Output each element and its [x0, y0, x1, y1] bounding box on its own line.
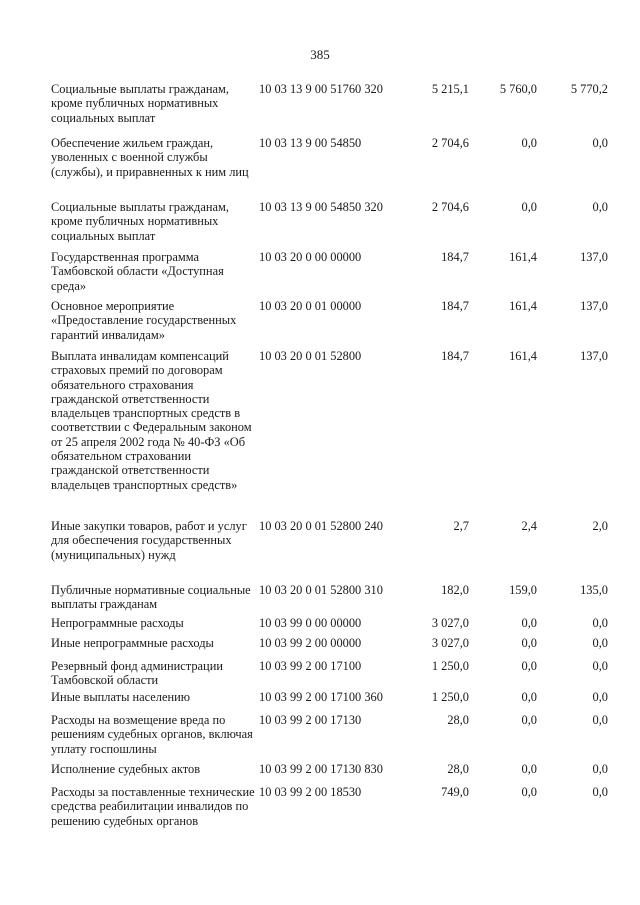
table-row — [0, 785, 640, 849]
table-row — [0, 250, 640, 299]
row-value-1: 2 704,6 — [431, 200, 469, 214]
row-name: Расходы за поставленные технические средства реабилитации инвалидов по решению судебных органов — [51, 785, 255, 828]
row-name: Исполнение судебных актов — [51, 762, 201, 776]
row-value-1: 1 250,0 — [431, 659, 469, 673]
table-row — [0, 659, 640, 690]
row-value-2: 161,4 — [509, 349, 537, 363]
row-value-1: 184,7 — [441, 299, 469, 313]
row-code: 10 03 20 0 01 00000 — [259, 299, 362, 313]
row-value-3: 0,0 — [592, 713, 608, 727]
row-code: 10 03 13 9 00 54850 320 — [259, 200, 383, 214]
row-value-1: 1 250,0 — [431, 690, 469, 704]
row-value-3: 0,0 — [592, 659, 608, 673]
row-value-3: 0,0 — [592, 690, 608, 704]
row-name: Социальные выплаты гражданам, кроме публичных нормативных социальных выплат — [51, 200, 229, 243]
row-code: 10 03 20 0 01 52800 240 — [259, 519, 383, 533]
row-value-1: 2,7 — [453, 519, 469, 533]
row-value-1: 28,0 — [447, 713, 469, 727]
row-value-2: 0,0 — [521, 136, 537, 150]
row-code: 10 03 20 0 01 52800 — [259, 349, 362, 363]
row-code: 10 03 13 9 00 54850 — [259, 136, 362, 150]
row-code: 10 03 99 0 00 00000 — [259, 616, 362, 630]
row-code: 10 03 20 0 01 52800 310 — [259, 583, 383, 597]
row-value-2: 0,0 — [521, 659, 537, 673]
row-name: Расходы на возмещение вреда по решениям судебных органов, включая уплату госпошлины — [51, 713, 253, 756]
row-value-3: 137,0 — [580, 299, 608, 313]
row-name: Обеспечение жильем граждан, уволенных с военной службы (службы), и приравненных к ним лиц — [51, 136, 249, 179]
row-value-2: 2,4 — [521, 519, 537, 533]
row-name: Непрограммные расходы — [51, 616, 184, 630]
table-row — [0, 299, 640, 349]
row-value-2: 159,0 — [509, 583, 537, 597]
row-name: Иные закупки товаров, работ и услуг для обеспечения государственных (муниципальных) нужд — [51, 519, 247, 562]
table-row — [0, 200, 640, 250]
row-name: Иные непрограммные расходы — [51, 636, 214, 650]
row-value-2: 5 760,0 — [499, 82, 537, 96]
row-value-2: 0,0 — [521, 690, 537, 704]
row-code: 10 03 20 0 00 00000 — [259, 250, 362, 264]
row-code: 10 03 13 9 00 51760 320 — [259, 82, 383, 96]
row-value-3: 137,0 — [580, 250, 608, 264]
row-value-2: 0,0 — [521, 713, 537, 727]
row-code: 10 03 99 2 00 17100 360 — [259, 690, 383, 704]
row-value-3: 0,0 — [592, 616, 608, 630]
row-name: Иные выплаты населению — [51, 690, 190, 704]
row-name: Основное мероприятие «Предоставление государственных гарантий инвалидам» — [51, 299, 237, 342]
row-value-1: 5 215,1 — [431, 82, 469, 96]
table-row — [0, 82, 640, 136]
row-value-1: 182,0 — [441, 583, 469, 597]
table-row — [0, 583, 640, 616]
row-code: 10 03 99 2 00 00000 — [259, 636, 362, 650]
row-value-1: 3 027,0 — [431, 636, 469, 650]
row-value-3: 135,0 — [580, 583, 608, 597]
row-value-3: 0,0 — [592, 136, 608, 150]
row-code: 10 03 99 2 00 17100 — [259, 659, 362, 673]
row-value-3: 0,0 — [592, 636, 608, 650]
row-value-3: 0,0 — [592, 200, 608, 214]
table-row — [0, 136, 640, 200]
row-value-2: 0,0 — [521, 762, 537, 776]
row-name: Публичные нормативные социальные выплаты гражданам — [51, 583, 251, 612]
table-row — [0, 690, 640, 713]
row-value-2: 0,0 — [521, 636, 537, 650]
row-value-1: 184,7 — [441, 250, 469, 264]
row-code: 10 03 99 2 00 17130 830 — [259, 762, 383, 776]
row-name: Государственная программа Тамбовской области «Доступная среда» — [51, 250, 224, 293]
row-value-1: 184,7 — [441, 349, 469, 363]
row-value-1: 28,0 — [447, 762, 469, 776]
table-row — [0, 636, 640, 659]
page-number: 385 — [310, 47, 330, 62]
row-value-2: 0,0 — [521, 616, 537, 630]
row-value-1: 749,0 — [441, 785, 469, 799]
table-row — [0, 519, 640, 583]
row-code: 10 03 99 2 00 18530 — [259, 785, 362, 799]
row-name: Резервный фонд администрации Тамбовской области — [51, 659, 223, 688]
table-row — [0, 713, 640, 762]
row-value-1: 3 027,0 — [431, 616, 469, 630]
row-value-3: 0,0 — [592, 785, 608, 799]
row-value-3: 0,0 — [592, 762, 608, 776]
row-value-2: 0,0 — [521, 200, 537, 214]
row-value-2: 161,4 — [509, 250, 537, 264]
row-name: Выплата инвалидам компенсаций страховых премий по договорам обязательного страхования гражданской ответственности владельцев транспортных средств в соответствии с Федеральным законом от 25 апреля 2002 года № 40-ФЗ «Об обязательном страховании гражданской ответственности владельцев транспортных средств» — [51, 349, 252, 492]
row-value-3: 5 770,2 — [570, 82, 608, 96]
row-value-3: 2,0 — [592, 519, 608, 533]
row-value-3: 137,0 — [580, 349, 608, 363]
table-row — [0, 349, 640, 519]
row-value-2: 161,4 — [509, 299, 537, 313]
row-value-1: 2 704,6 — [431, 136, 469, 150]
table-row — [0, 616, 640, 636]
row-code: 10 03 99 2 00 17130 — [259, 713, 362, 727]
row-name: Социальные выплаты гражданам, кроме публичных нормативных социальных выплат — [51, 82, 229, 125]
budget-table — [0, 82, 640, 849]
table-row — [0, 762, 640, 785]
row-value-2: 0,0 — [521, 785, 537, 799]
